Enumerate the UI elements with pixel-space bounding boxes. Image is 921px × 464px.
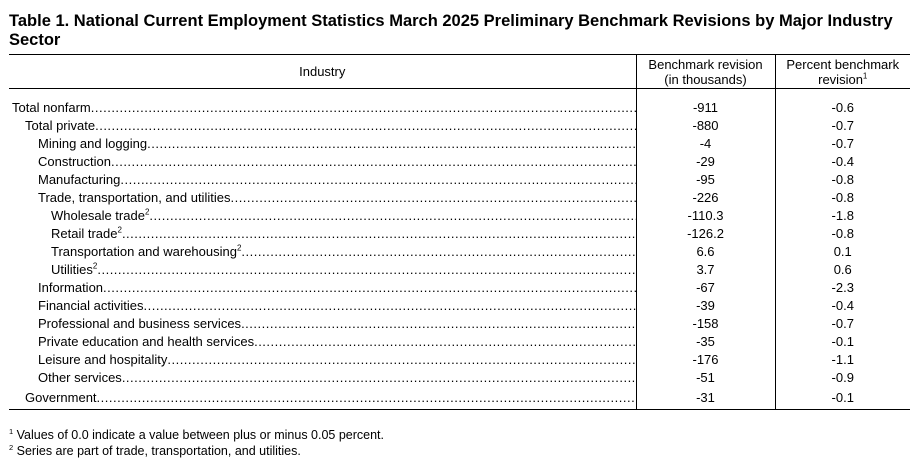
benchmark-revision-value: -226 — [636, 189, 775, 207]
footnote-ref: 2 — [117, 225, 122, 235]
footnote-mark: 1 — [9, 426, 14, 436]
industry-name: Professional and business services — [38, 316, 242, 331]
benchmark-revision-value: -911 — [636, 99, 775, 117]
percent-header-line2: revision — [818, 71, 863, 87]
row-label — [9, 369, 636, 387]
row-label-cell — [9, 369, 636, 387]
row-label — [9, 153, 636, 171]
industry-name: Retail trade — [51, 226, 118, 241]
row-label — [9, 389, 636, 407]
percent-revision-value: -0.4 — [775, 297, 910, 315]
benchmark-revision-value: -158 — [636, 315, 775, 333]
percent-header-line1: Percent benchmark — [786, 56, 900, 72]
table-body — [9, 89, 910, 410]
percent-revision-value: 0.1 — [775, 243, 910, 261]
row-label-cell — [9, 135, 636, 153]
footnote-1 — [9, 427, 384, 443]
row-label-cell — [9, 243, 636, 261]
benchmark-revision-value: -176 — [636, 351, 775, 369]
table-row — [9, 387, 910, 410]
row-label — [9, 279, 636, 297]
row-label-cell — [9, 171, 636, 189]
industry-name: Total private — [25, 118, 96, 133]
row-label-cell — [9, 333, 636, 351]
column-header-benchmark — [636, 55, 775, 89]
row-label — [9, 351, 636, 369]
footnote-text: Series are part of trade, transportation, and utilities. — [13, 444, 301, 458]
row-label-cell — [9, 279, 636, 297]
table-row — [9, 351, 910, 369]
footnote-ref: 2 — [236, 243, 242, 253]
industry-name: Trade, transportation, and utilities — [38, 190, 231, 205]
column-header-percent — [775, 55, 910, 89]
table-row — [9, 333, 910, 351]
footnote-text: Values of 0.0 indicate a value between plus or minus 0.05 percent. — [13, 428, 385, 442]
benchmark-revision-value: -95 — [636, 171, 775, 189]
table-row — [9, 189, 910, 207]
percent-revision-value: -0.1 — [775, 333, 910, 351]
industry-name: Total nonfarm — [12, 100, 91, 115]
footnote-mark: 2 — [9, 442, 14, 452]
row-label-cell — [9, 261, 636, 279]
benchmark-revision-value: -39 — [636, 297, 775, 315]
industry-name: Leisure and hospitality — [38, 352, 168, 367]
percent-revision-value: -0.7 — [775, 117, 910, 135]
row-label — [9, 243, 636, 261]
benchmark-revision-value: -880 — [636, 117, 775, 135]
table-row — [9, 207, 910, 225]
table-row — [9, 153, 910, 171]
table-row — [9, 243, 910, 261]
industry-name: Private education and health services — [38, 334, 255, 349]
industry-name: Other services — [38, 370, 122, 385]
row-label-cell — [9, 351, 636, 369]
industry-name: Utilities — [51, 262, 93, 277]
percent-revision-value: -1.8 — [775, 207, 910, 225]
industry-name: Wholesale trade — [51, 208, 145, 223]
industry-name: Manufacturing — [38, 172, 121, 187]
industry-name: Financial activities — [38, 298, 144, 313]
table-row — [9, 225, 910, 243]
row-label — [9, 297, 636, 315]
table-row — [9, 135, 910, 153]
benchmark-revision-value: -51 — [636, 369, 775, 387]
row-label — [9, 261, 636, 279]
percent-revision-value: 0.6 — [775, 261, 910, 279]
footnote-ref: 2 — [144, 207, 150, 217]
row-label-cell — [9, 225, 636, 243]
benchmark-header-line2: (in thousands) — [664, 71, 747, 87]
industry-name: Mining and logging — [38, 136, 148, 151]
row-label — [9, 207, 636, 225]
table-title: Table 1. National Current Employment Statistics March 2025 Preliminary Benchmark Revisions by Major Industry Sector — [9, 12, 893, 49]
percent-revision-value: -0.9 — [775, 369, 910, 387]
percent-revision-value: -2.3 — [775, 279, 910, 297]
benchmark-revision-value: -67 — [636, 279, 775, 297]
table-row — [9, 369, 910, 387]
percent-revision-value: -1.1 — [775, 351, 910, 369]
percent-revision-value: -0.8 — [775, 225, 910, 243]
table-row — [9, 261, 910, 279]
row-label — [9, 171, 636, 189]
row-label-cell — [9, 153, 636, 171]
footnote-2 — [9, 443, 384, 459]
row-label-cell — [9, 207, 636, 225]
row-label-cell — [9, 387, 636, 410]
row-label-cell — [9, 99, 636, 117]
percent-revision-value: -0.8 — [775, 189, 910, 207]
benchmark-revision-value: -110.3 — [636, 207, 775, 225]
benchmark-revision-value: -31 — [636, 387, 775, 410]
row-label — [9, 189, 636, 207]
benchmark-revision-value: -4 — [636, 135, 775, 153]
benchmark-revision-value: -35 — [636, 333, 775, 351]
spacer-row — [9, 89, 910, 100]
row-label — [9, 117, 636, 135]
table-row — [9, 279, 910, 297]
table-row — [9, 117, 910, 135]
benchmark-revision-value: 3.7 — [636, 261, 775, 279]
table-row — [9, 315, 910, 333]
table-row — [9, 171, 910, 189]
row-label — [9, 333, 636, 351]
benchmark-revision-value: -29 — [636, 153, 775, 171]
row-label-cell — [9, 189, 636, 207]
row-label — [9, 225, 636, 243]
row-label-cell — [9, 297, 636, 315]
industry-name: Construction — [38, 154, 111, 169]
row-label — [9, 99, 636, 117]
row-label-cell — [9, 315, 636, 333]
table-row — [9, 297, 910, 315]
row-label-cell — [9, 117, 636, 135]
column-header-industry: Industry — [9, 55, 636, 89]
industry-name: Government — [25, 390, 97, 405]
percent-revision-value: -0.1 — [775, 387, 910, 410]
benchmark-revision-value: -126.2 — [636, 225, 775, 243]
benchmark-header-line1: Benchmark revision — [648, 56, 763, 72]
industry-name: Transportation and warehousing — [51, 244, 237, 259]
percent-revision-value: -0.7 — [775, 135, 910, 153]
table-row — [9, 99, 910, 117]
header-row — [9, 55, 910, 89]
footnote-ref: 2 — [92, 261, 98, 271]
percent-revision-value: -0.6 — [775, 99, 910, 117]
benchmark-revision-value: 6.6 — [636, 243, 775, 261]
row-label — [9, 315, 636, 333]
benchmark-revisions-table — [9, 54, 910, 410]
row-label — [9, 135, 636, 153]
footnote-ref: 1 — [862, 71, 868, 81]
percent-revision-value: -0.7 — [775, 315, 910, 333]
percent-revision-value: -0.8 — [775, 171, 910, 189]
industry-name: Information — [38, 280, 104, 295]
footnotes — [9, 427, 384, 459]
percent-revision-value: -0.4 — [775, 153, 910, 171]
